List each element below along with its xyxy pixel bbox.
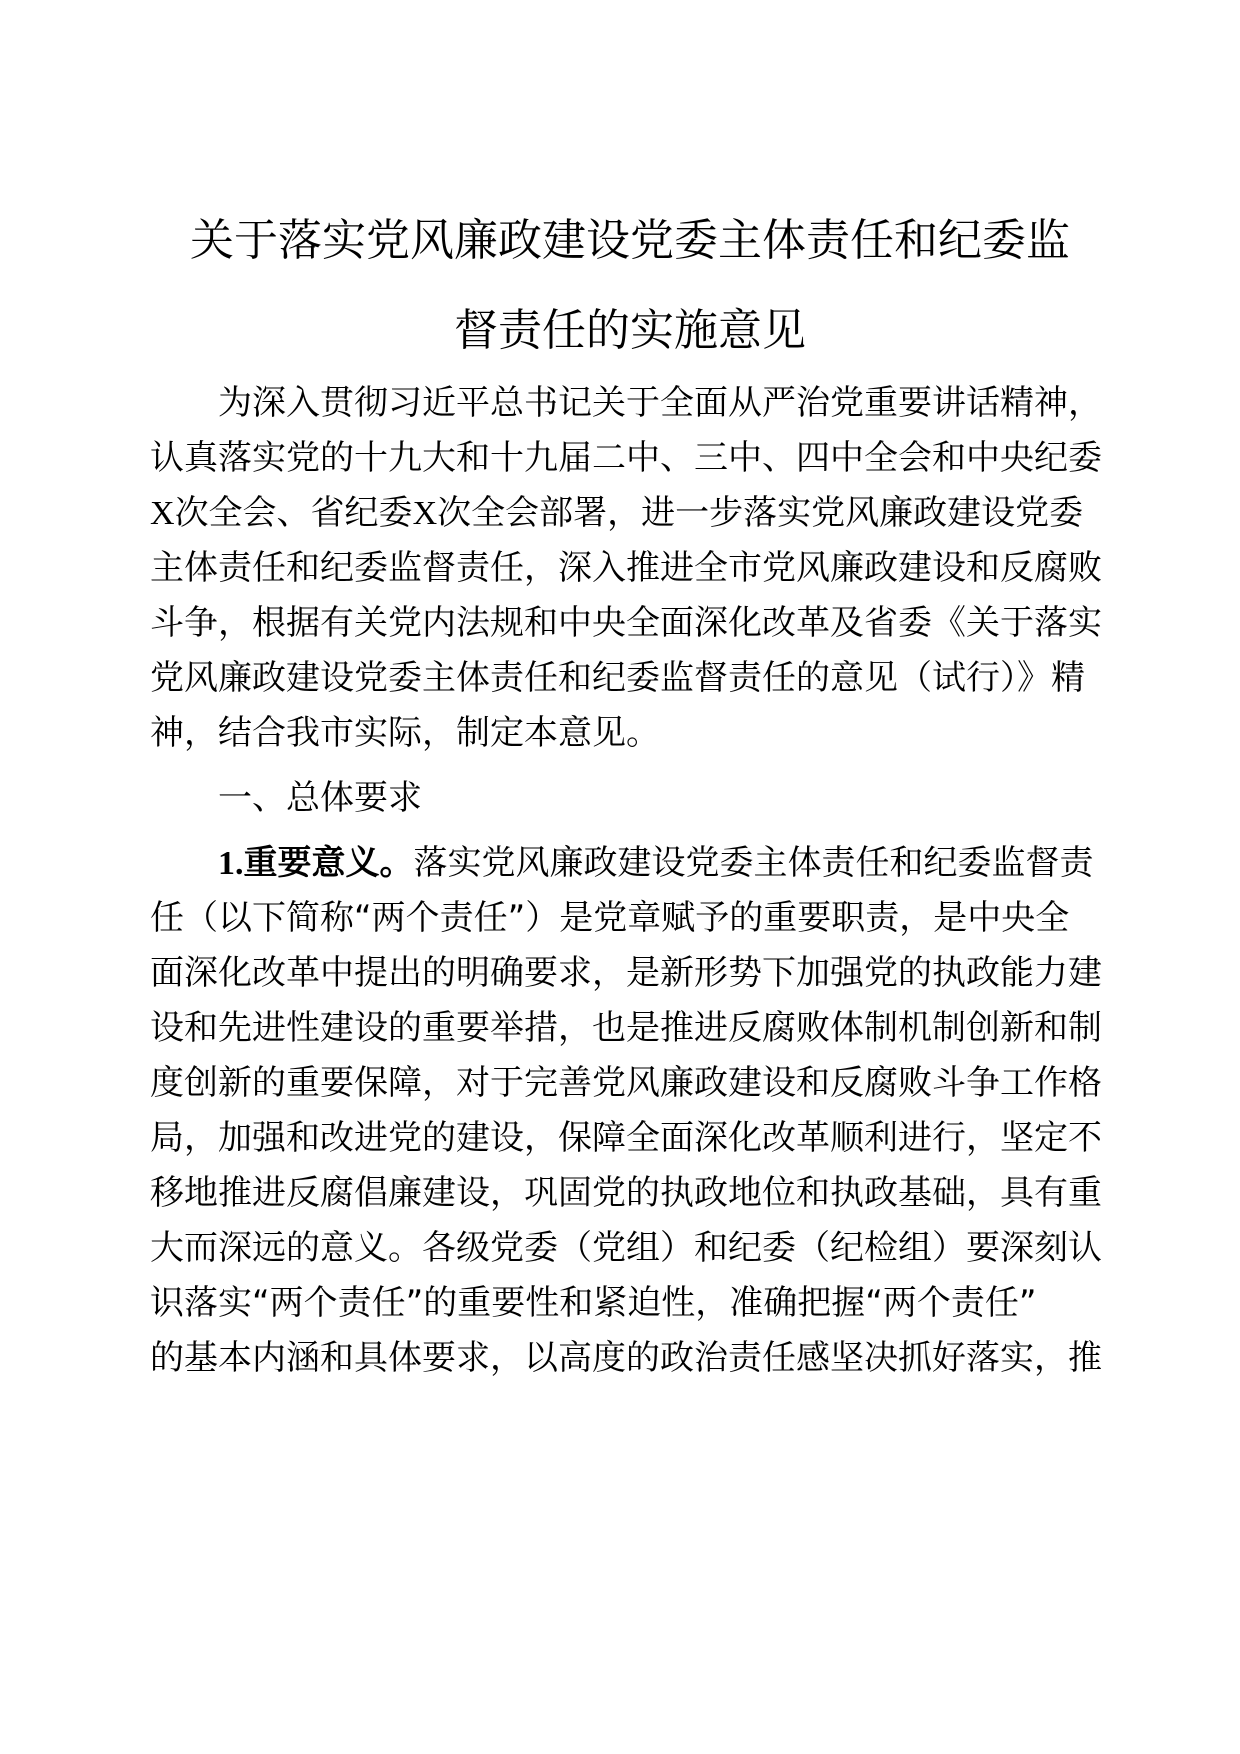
intro-line-text: 次全会、省纪委 bbox=[174, 493, 413, 533]
intro-line: 认真落实党的十九大和十九届二中、三中、四中全会和中央纪委 bbox=[150, 438, 1102, 478]
section-heading: 一、总体要求 bbox=[218, 778, 422, 818]
item-1-line: 的基本内涵和具体要求，以高度的政治责任感坚决抓好落实，推 bbox=[150, 1338, 1102, 1378]
item-1-line bbox=[218, 840, 1094, 887]
item-1-line: 局，加强和改进党的建设，保障全面深化改革顺利进行，坚定不 bbox=[150, 1118, 1102, 1158]
intro-line: 神，结合我市实际，制定本意见。 bbox=[150, 713, 660, 753]
intro-line: 主体责任和纪委监督责任，深入推进全市党风廉政建设和反腐败 bbox=[150, 548, 1102, 588]
item-label: 重要意义。 bbox=[243, 843, 414, 883]
intro-line: 党风廉政建设党委主体责任和纪委监督责任的意见（试行）》精 bbox=[150, 658, 1085, 698]
item-1-line: 度创新的重要保障，对于完善党风廉政建设和反腐败斗争工作格 bbox=[150, 1063, 1102, 1103]
item-1-line: 面深化改革中提出的明确要求，是新形势下加强党的执政能力建 bbox=[150, 953, 1102, 993]
intro-line-text: 次全会部署，进一步落实党风廉政建设党委 bbox=[437, 493, 1084, 533]
document-title-line-2: 督责任的实施意见 bbox=[454, 305, 806, 356]
intro-line: 为深入贯彻习近平总书记关于全面从严治党重要讲话精神， bbox=[218, 383, 1102, 423]
item-1-line: 设和先进性建设的重要举措，也是推进反腐败体制机制创新和制 bbox=[150, 1008, 1102, 1048]
item-number: 1. bbox=[218, 845, 244, 882]
item-1-line: 识落实“两个责任”的重要性和紧迫性，准确把握“两个责任” bbox=[150, 1283, 1037, 1323]
item-1-line: 大而深远的意义。各级党委（党组）和纪委（纪检组）要深刻认 bbox=[150, 1228, 1102, 1268]
document-title-line-1: 关于落实党风廉政建设党委主体责任和纪委监 bbox=[190, 215, 1070, 266]
item-line-text: 落实党风廉政建设党委主体责任和纪委监督责 bbox=[413, 843, 1094, 883]
intro-line bbox=[150, 490, 1083, 537]
item-1-line: 移地推进反腐倡廉建设，巩固党的执政地位和执政基础，具有重 bbox=[150, 1173, 1102, 1213]
intro-line: 斗争，根据有关党内法规和中央全面深化改革及省委《关于落实 bbox=[150, 603, 1102, 643]
item-1-line: 任（以下简称“两个责任”）是党章赋予的重要职责，是中央全 bbox=[150, 898, 1070, 938]
latin-x: X bbox=[150, 495, 175, 532]
latin-x: X bbox=[412, 495, 438, 532]
